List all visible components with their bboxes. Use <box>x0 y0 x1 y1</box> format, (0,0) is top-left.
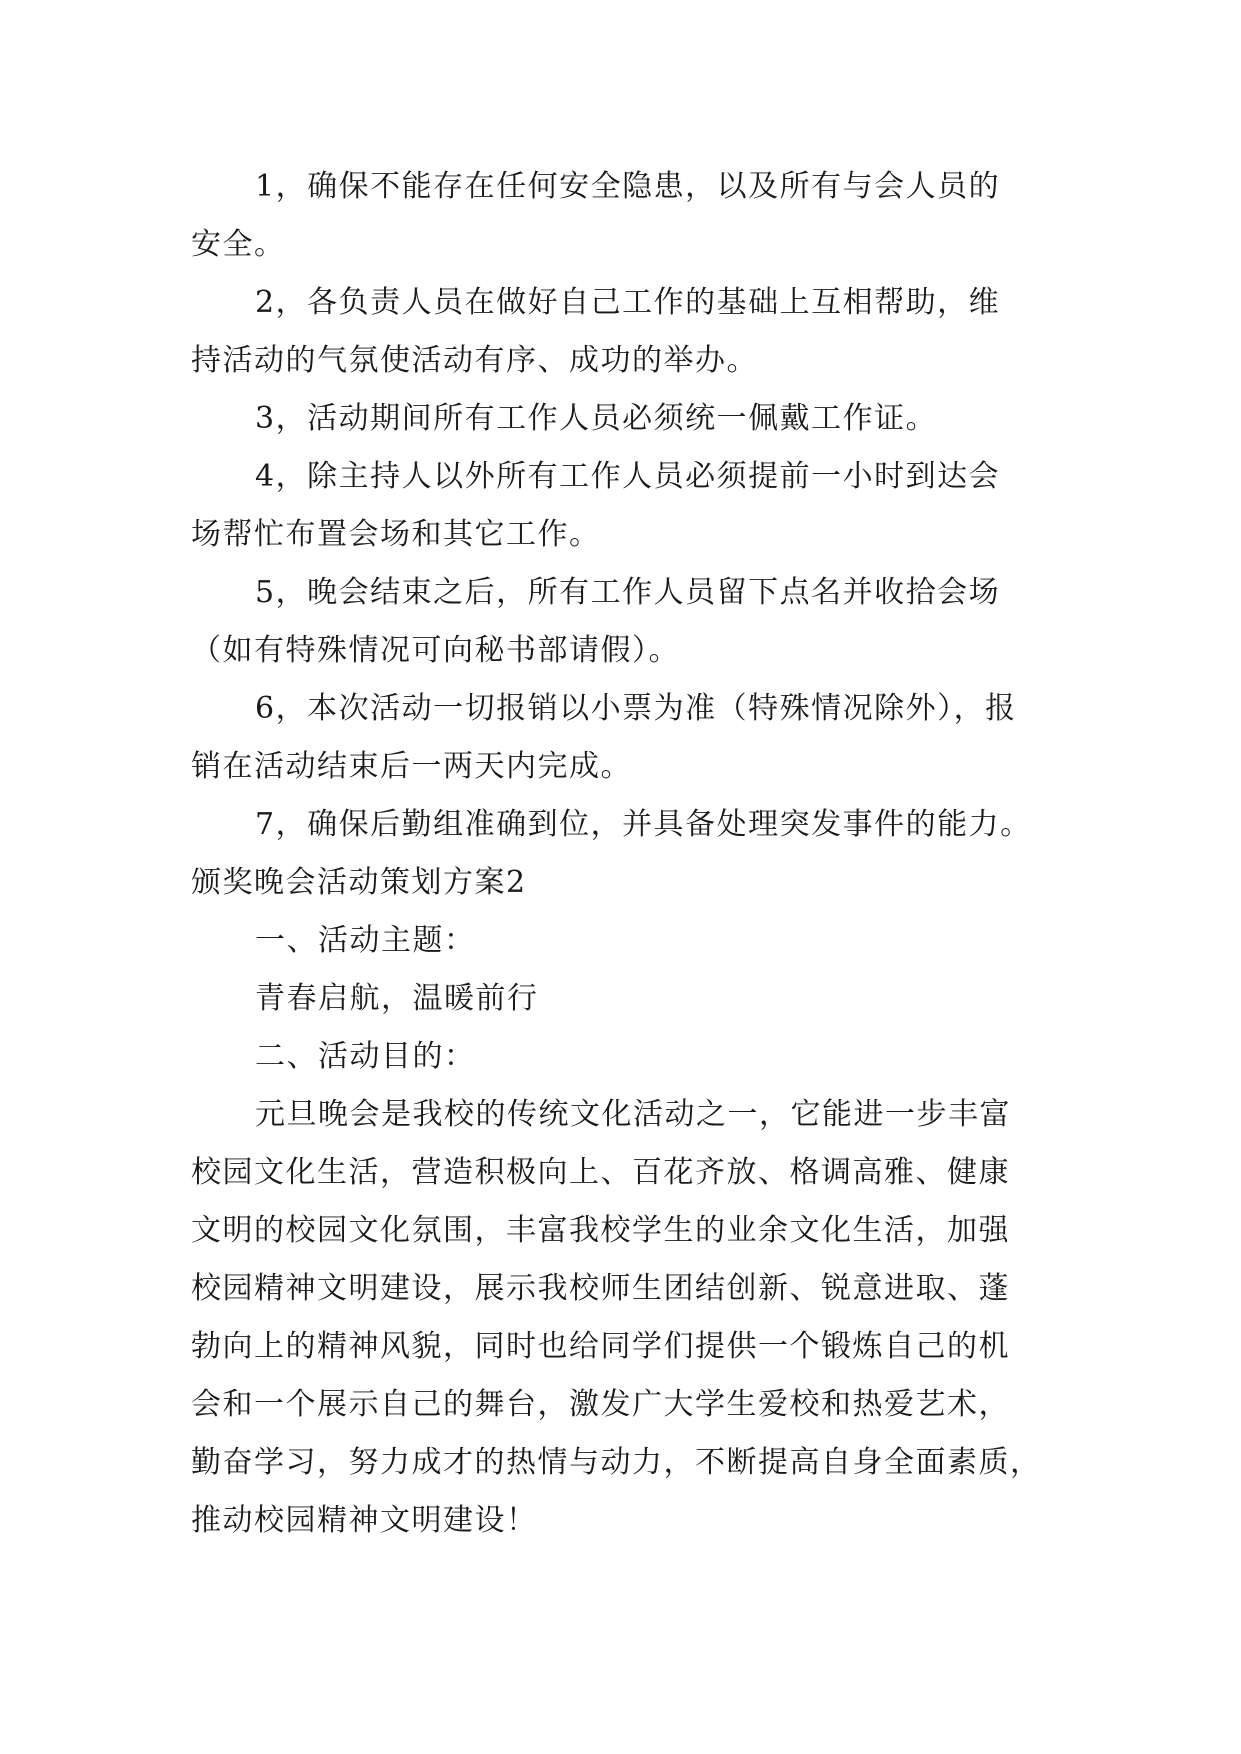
item-7-line-1: 7，确保后勤组准确到位，并具备处理突发事件的能力。 <box>255 807 1032 842</box>
heading-theme: 一、活动主题： <box>255 923 476 958</box>
purpose-line-2: 校园文化生活，营造积极向上、百花齐放、格调高雅、健康 <box>191 1155 1010 1190</box>
item-4-line-1: 4，除主持人以外所有工作人员必须提前一小时到达会 <box>255 459 1001 494</box>
purpose-line-3: 文明的校园文化氛围，丰富我校学生的业余文化生活，加强 <box>191 1213 1010 1248</box>
purpose-line-1: 元旦晚会是我校的传统文化活动之一，它能进一步丰富 <box>255 1097 1011 1132</box>
item-6-line-2: 销在活动结束后一两天内完成。 <box>191 749 632 784</box>
purpose-line-6: 会和一个展示自己的舞台，激发广大学生爱校和热爱艺术， <box>191 1387 1010 1422</box>
purpose-line-7: 勤奋学习，努力成才的热情与动力，不断提高自身全面素质， <box>191 1445 1042 1480</box>
section-title: 颁奖晚会活动策划方案2 <box>191 865 527 900</box>
theme-text: 青春启航，温暖前行 <box>255 981 539 1016</box>
item-2-line-1: 2，各负责人员在做好自己工作的基础上互相帮助，维 <box>255 285 1001 320</box>
item-4-line-2: 场帮忙布置会场和其它工作。 <box>191 517 601 552</box>
document-body <box>191 158 1061 1550</box>
heading-purpose: 二、活动目的： <box>255 1039 476 1074</box>
item-1-line-2: 安全。 <box>191 227 286 262</box>
item-5-line-2: （如有特殊情况可向秘书部请假）。 <box>191 633 680 668</box>
item-5-line-1: 5，晚会结束之后，所有工作人员留下点名并收拾会场 <box>255 575 1001 610</box>
item-2-line-2: 持活动的气氛使活动有序、成功的举办。 <box>191 343 758 378</box>
item-1-line-1: 1，确保不能存在任何安全隐患，以及所有与会人员的 <box>255 169 1001 204</box>
item-6-line-1: 6，本次活动一切报销以小票为准（特殊情况除外），报 <box>255 691 1017 726</box>
item-3-line-1: 3，活动期间所有工作人员必须统一佩戴工作证。 <box>255 401 938 436</box>
purpose-line-8: 推动校园精神文明建设！ <box>191 1503 538 1538</box>
purpose-line-4: 校园精神文明建设，展示我校师生团结创新、锐意进取、蓬 <box>191 1271 1010 1306</box>
purpose-line-5: 勃向上的精神风貌，同时也给同学们提供一个锻炼自己的机 <box>191 1329 1010 1364</box>
